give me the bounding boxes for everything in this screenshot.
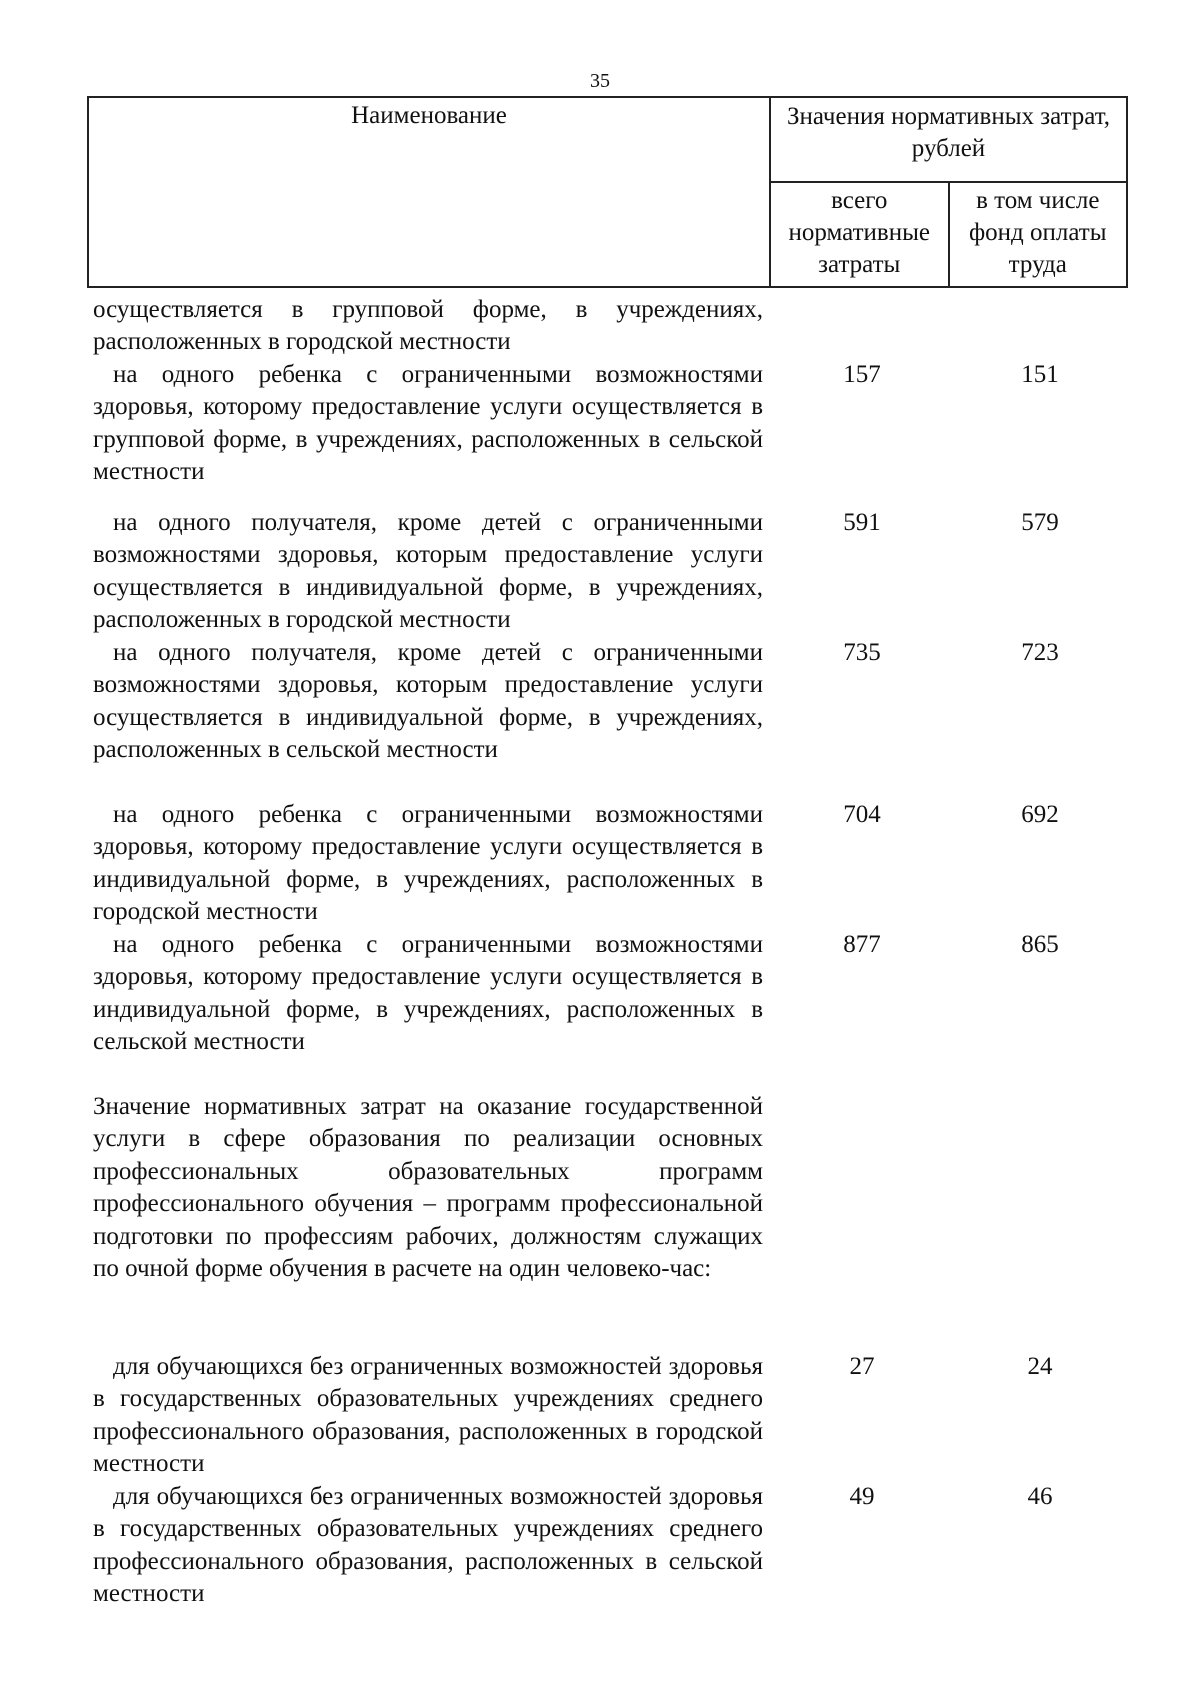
row-total-value: 157 bbox=[843, 361, 881, 388]
row-fot-value: 692 bbox=[1021, 801, 1059, 828]
row-fot-value: 723 bbox=[1021, 639, 1059, 666]
row-description: для обучающихся без ограниченных возможностей здоровья в государственных образовательных учреждениях среднего профессионального образования, расположенных в сельской местности bbox=[93, 1483, 763, 1608]
row-description: на одного ребенка с ограниченными возможностями здоровья, которому предоставление услуги осуществляется в индивидуальной форме, в учреждениях, расположенных в сельской местности bbox=[93, 931, 763, 1056]
header-total-line: нормативные bbox=[788, 219, 930, 246]
header-fot-line: труда bbox=[1008, 251, 1067, 278]
column-header-values: Значения нормативных затрат, рублей bbox=[770, 97, 1127, 182]
row-fot-value: 865 bbox=[1021, 931, 1059, 958]
row-description: на одного получателя, кроме детей с ограниченными возможностями здоровья, которым предоставление услуги осуществляется в индивидуальной форме, в учреждениях, расположенных в городской местности bbox=[93, 509, 763, 634]
page-number: 35 bbox=[590, 70, 610, 92]
row-description: на одного получателя, кроме детей с ограниченными возможностями здоровья, которым предоставление услуги осуществляется в индивидуальной форме, в учреждениях, расположенных в сельской местности bbox=[93, 639, 763, 764]
row-total-value: 877 bbox=[843, 931, 881, 958]
row-fot-value: 46 bbox=[1027, 1483, 1053, 1510]
row-total-value: 27 bbox=[849, 1353, 875, 1380]
row-fot-value: 579 bbox=[1021, 509, 1059, 536]
header-total-line: затраты bbox=[818, 251, 901, 278]
row-total-value: 735 bbox=[843, 639, 881, 666]
row-description: на одного ребенка с ограниченными возможностями здоровья, которому предоставление услуги осуществляется в индивидуальной форме, в учреждениях, расположенных в городской местности bbox=[93, 801, 763, 926]
header-fot-line: в том числе bbox=[976, 187, 1100, 214]
row-total-value: 704 bbox=[843, 801, 881, 828]
row-description: осуществляется в групповой форме, в учреждениях, расположенных в городской местности bbox=[93, 296, 763, 356]
header-fot-line: фонд оплаты bbox=[968, 219, 1107, 246]
row-fot-value: 151 bbox=[1021, 361, 1059, 388]
header-total-line: всего bbox=[831, 187, 888, 214]
column-header-name: Наименование bbox=[88, 97, 770, 287]
row-fot-value: 24 bbox=[1027, 1353, 1053, 1380]
row-total-value: 591 bbox=[843, 509, 881, 536]
row-description: на одного ребенка с ограниченными возможностями здоровья, которому предоставление услуги осуществляется в групповой форме, в учреждениях, расположенных в сельской местности bbox=[93, 361, 763, 486]
section-heading: Значение нормативных затрат на оказание государственной услуги в сфере образования по реализации основных профессиональных образовательных программ профессионального обучения – программ профессиональной подготовки по профессиям рабочих, должностям служащих по очной форме обучения в расчете на один человеко-час: bbox=[93, 1093, 763, 1283]
row-total-value: 49 bbox=[849, 1483, 875, 1510]
row-description: для обучающихся без ограниченных возможностей здоровья в государственных образовательных учреждениях среднего профессионального образования, расположенных в городской местности bbox=[93, 1353, 763, 1478]
